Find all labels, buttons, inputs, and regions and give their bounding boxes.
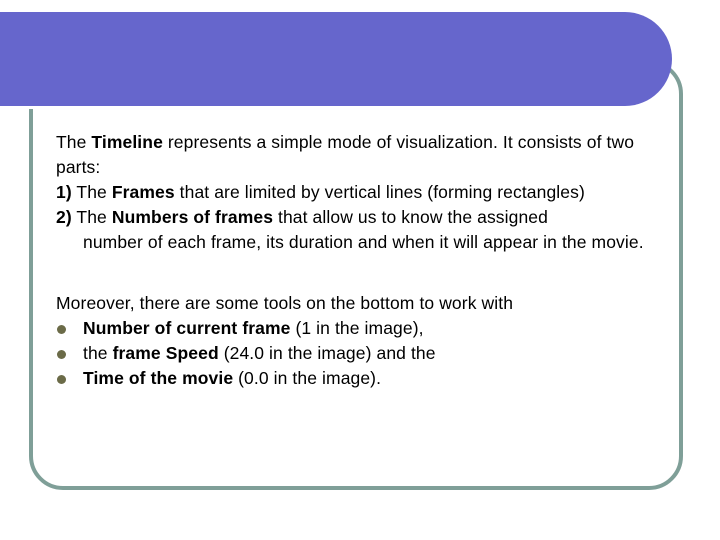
item-2-continuation: number of each frame, its duration and when it will appear in the movie. bbox=[83, 232, 644, 252]
bullet-item bbox=[56, 341, 668, 366]
bullet-text: (24.0 in the image) and the bbox=[218, 343, 436, 363]
bullet-text-lead: the bbox=[83, 343, 113, 363]
bullet-item bbox=[56, 366, 668, 391]
bullet-bold: Number of current frame bbox=[83, 318, 291, 338]
item-2-text: The bbox=[71, 207, 112, 227]
bullet-icon bbox=[57, 350, 66, 359]
bullet-icon bbox=[57, 325, 66, 334]
bullet-text: (0.0 in the image). bbox=[233, 368, 382, 388]
title-banner bbox=[0, 12, 672, 106]
item-1-text: The bbox=[71, 182, 112, 202]
spacer bbox=[56, 255, 668, 291]
bullet-bold: Time of the movie bbox=[83, 368, 234, 388]
bullet-bold: frame Speed bbox=[112, 343, 219, 363]
intro-text-rest: represents a simple mode of visualization. It consists of two parts: bbox=[56, 132, 635, 177]
item-1-text-rest: that are limited by vertical lines (forming rectangles) bbox=[174, 182, 585, 202]
bullet-icon bbox=[57, 375, 66, 384]
item-2-bold: Numbers of frames bbox=[111, 207, 274, 227]
banner-underline bbox=[0, 106, 636, 109]
intro-bold-timeline: Timeline bbox=[91, 132, 163, 152]
intro-paragraph bbox=[56, 130, 668, 180]
tools-paragraph: Moreover, there are some tools on the bottom to work with bbox=[56, 293, 514, 313]
intro-text: The bbox=[56, 132, 92, 152]
item-2-number: 2) bbox=[56, 207, 72, 227]
item-1 bbox=[56, 180, 668, 205]
item-2 bbox=[56, 205, 668, 230]
bullet-item bbox=[56, 316, 668, 341]
slide-content bbox=[56, 130, 668, 391]
item-1-bold: Frames bbox=[111, 182, 175, 202]
item-2-text-rest: that allow us to know the assigned bbox=[273, 207, 548, 227]
item-1-number: 1) bbox=[56, 182, 72, 202]
bullet-text: (1 in the image), bbox=[290, 318, 424, 338]
